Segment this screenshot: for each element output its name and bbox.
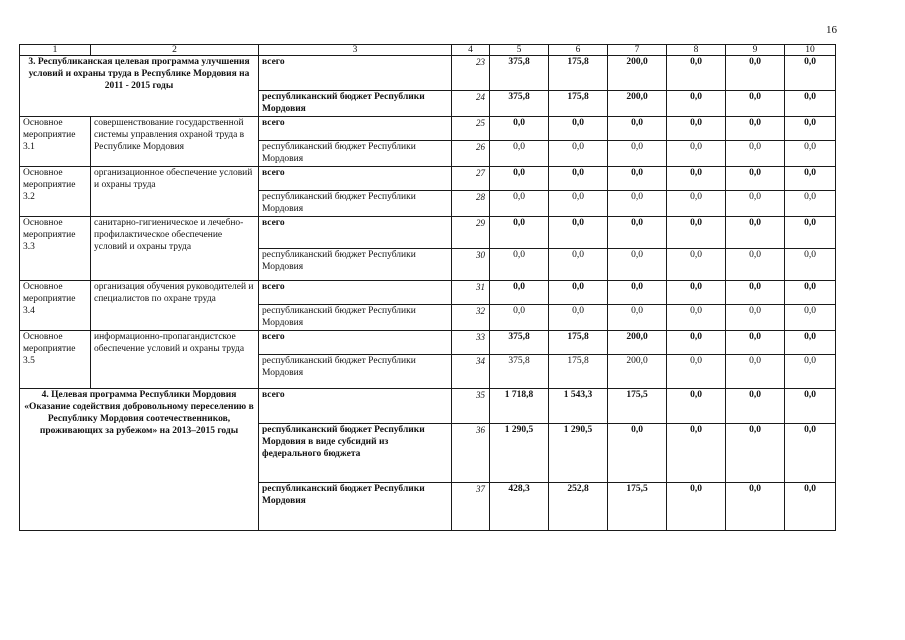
table-row (20, 389, 836, 424)
value-cell: 0,0 (785, 483, 836, 531)
value-cell: 0,0 (785, 117, 836, 141)
funding-source: всего (259, 167, 452, 191)
row-index: 29 (452, 217, 490, 249)
value-cell: 0,0 (667, 355, 726, 389)
value-cell: 0,0 (549, 217, 608, 249)
measure-label: Основное мероприятие 3.5 (20, 331, 91, 389)
row-index: 35 (452, 389, 490, 424)
row-index: 25 (452, 117, 490, 141)
value-cell: 0,0 (490, 117, 549, 141)
value-cell: 0,0 (726, 424, 785, 483)
value-cell: 0,0 (785, 281, 836, 305)
col-header: 7 (608, 45, 667, 56)
value-cell: 1 543,3 (549, 389, 608, 424)
funding-source: республиканский бюджет Республики Мордовия (259, 483, 452, 531)
value-cell: 375,8 (490, 56, 549, 91)
value-cell: 0,0 (608, 424, 667, 483)
value-cell: 0,0 (785, 167, 836, 191)
value-cell: 200,0 (608, 91, 667, 117)
value-cell: 0,0 (608, 249, 667, 281)
value-cell: 200,0 (608, 355, 667, 389)
value-cell: 0,0 (667, 249, 726, 281)
value-cell: 175,8 (549, 331, 608, 355)
measure-label: Основное мероприятие 3.4 (20, 281, 91, 331)
row-index: 31 (452, 281, 490, 305)
row-index: 24 (452, 91, 490, 117)
value-cell: 0,0 (726, 167, 785, 191)
value-cell: 0,0 (608, 305, 667, 331)
value-cell: 175,5 (608, 389, 667, 424)
row-index: 26 (452, 141, 490, 167)
value-cell: 0,0 (785, 389, 836, 424)
funding-source: республиканский бюджет Республики Мордовия (259, 191, 452, 217)
col-header: 5 (490, 45, 549, 56)
column-numbers-row (20, 45, 836, 56)
value-cell: 0,0 (726, 389, 785, 424)
col-header: 4 (452, 45, 490, 56)
value-cell: 252,8 (549, 483, 608, 531)
row-index: 28 (452, 191, 490, 217)
funding-source: всего (259, 56, 452, 91)
value-cell: 0,0 (608, 217, 667, 249)
funding-source: всего (259, 331, 452, 355)
value-cell: 0,0 (726, 305, 785, 331)
col-header: 2 (91, 45, 259, 56)
value-cell: 0,0 (785, 191, 836, 217)
budget-table (19, 44, 836, 531)
value-cell: 0,0 (667, 483, 726, 531)
value-cell: 175,5 (608, 483, 667, 531)
value-cell: 0,0 (608, 281, 667, 305)
table-row (20, 56, 836, 91)
measure-description: совершенствование государственной системы управления охраной труда в Республике Мордовия (91, 117, 259, 167)
row-index: 27 (452, 167, 490, 191)
funding-source: всего (259, 389, 452, 424)
measure-label: Основное мероприятие 3.3 (20, 217, 91, 281)
value-cell: 1 718,8 (490, 389, 549, 424)
col-header: 6 (549, 45, 608, 56)
value-cell: 0,0 (667, 305, 726, 331)
value-cell: 0,0 (667, 281, 726, 305)
value-cell: 0,0 (549, 191, 608, 217)
value-cell: 0,0 (549, 305, 608, 331)
value-cell: 0,0 (549, 281, 608, 305)
table-row (20, 167, 836, 191)
value-cell: 0,0 (608, 141, 667, 167)
value-cell: 0,0 (726, 91, 785, 117)
value-cell: 0,0 (490, 167, 549, 191)
value-cell: 375,8 (490, 331, 549, 355)
value-cell: 200,0 (608, 331, 667, 355)
col-header: 3 (259, 45, 452, 56)
value-cell: 0,0 (667, 389, 726, 424)
value-cell: 0,0 (785, 91, 836, 117)
value-cell: 0,0 (726, 217, 785, 249)
value-cell: 0,0 (726, 355, 785, 389)
measure-description: организация обучения руководителей и специалистов по охране труда (91, 281, 259, 331)
measure-description: организационное обеспечение условий и охраны труда (91, 167, 259, 217)
col-header: 10 (785, 45, 836, 56)
program-title: 4. Целевая программа Республики Мордовия «Оказание содействия добровольному переселению в Республику Мордовия соотечественников, проживающих за рубежом» на 2013–2015 годы (20, 389, 259, 531)
row-index: 37 (452, 483, 490, 531)
value-cell: 0,0 (785, 217, 836, 249)
funding-source: республиканский бюджет Республики Мордовия (259, 305, 452, 331)
value-cell: 0,0 (667, 191, 726, 217)
value-cell: 0,0 (726, 249, 785, 281)
col-header: 9 (726, 45, 785, 56)
value-cell: 0,0 (549, 141, 608, 167)
row-index: 34 (452, 355, 490, 389)
value-cell: 0,0 (667, 141, 726, 167)
value-cell: 0,0 (667, 217, 726, 249)
value-cell: 1 290,5 (490, 424, 549, 483)
value-cell: 0,0 (490, 249, 549, 281)
value-cell: 0,0 (785, 305, 836, 331)
value-cell: 200,0 (608, 56, 667, 91)
value-cell: 0,0 (726, 191, 785, 217)
value-cell: 0,0 (490, 141, 549, 167)
funding-source: республиканский бюджет Республики Мордовия (259, 249, 452, 281)
table-row (20, 281, 836, 305)
value-cell: 0,0 (726, 56, 785, 91)
value-cell: 375,8 (490, 91, 549, 117)
value-cell: 0,0 (785, 56, 836, 91)
value-cell: 0,0 (608, 167, 667, 191)
funding-source: республиканский бюджет Республики Мордовия (259, 355, 452, 389)
value-cell: 0,0 (785, 331, 836, 355)
row-index: 36 (452, 424, 490, 483)
value-cell: 0,0 (490, 305, 549, 331)
funding-source: всего (259, 117, 452, 141)
value-cell: 0,0 (785, 355, 836, 389)
value-cell: 0,0 (549, 117, 608, 141)
value-cell: 0,0 (726, 141, 785, 167)
row-index: 33 (452, 331, 490, 355)
value-cell: 0,0 (726, 483, 785, 531)
value-cell: 375,8 (490, 355, 549, 389)
program-title: 3. Республиканская целевая программа улучшения условий и охраны труда в Республике Мордовия на 2011 - 2015 годы (20, 56, 259, 117)
measure-description: санитарно-гигиеническое и лечебно-профилактическое обеспечение условий и охраны труда (91, 217, 259, 281)
row-index: 23 (452, 56, 490, 91)
table-row (20, 217, 836, 249)
funding-source: республиканский бюджет Республики Мордовия в виде субсидий из федерального бюджета (259, 424, 452, 483)
value-cell: 0,0 (726, 281, 785, 305)
col-header: 8 (667, 45, 726, 56)
value-cell: 0,0 (490, 281, 549, 305)
measure-label: Основное мероприятие 3.1 (20, 117, 91, 167)
value-cell: 0,0 (785, 424, 836, 483)
value-cell: 0,0 (726, 331, 785, 355)
value-cell: 0,0 (667, 117, 726, 141)
funding-source: всего (259, 217, 452, 249)
row-index: 32 (452, 305, 490, 331)
value-cell: 0,0 (490, 217, 549, 249)
table-row (20, 331, 836, 355)
funding-source: республиканский бюджет Республики Мордовия (259, 141, 452, 167)
measure-description: информационно-пропагандистское обеспечение условий и охраны труда (91, 331, 259, 389)
value-cell: 0,0 (608, 117, 667, 141)
value-cell: 0,0 (667, 91, 726, 117)
value-cell: 0,0 (785, 141, 836, 167)
value-cell: 0,0 (667, 424, 726, 483)
value-cell: 0,0 (490, 191, 549, 217)
value-cell: 175,8 (549, 355, 608, 389)
value-cell: 0,0 (667, 331, 726, 355)
value-cell: 0,0 (549, 167, 608, 191)
col-header: 1 (20, 45, 91, 56)
value-cell: 175,8 (549, 56, 608, 91)
value-cell: 0,0 (549, 249, 608, 281)
funding-source: республиканский бюджет Республики Мордовия (259, 91, 452, 117)
row-index: 30 (452, 249, 490, 281)
value-cell: 0,0 (667, 167, 726, 191)
table-row (20, 117, 836, 141)
value-cell: 0,0 (726, 117, 785, 141)
measure-label: Основное мероприятие 3.2 (20, 167, 91, 217)
value-cell: 1 290,5 (549, 424, 608, 483)
page-number: 16 (826, 24, 837, 36)
value-cell: 175,8 (549, 91, 608, 117)
value-cell: 0,0 (785, 249, 836, 281)
value-cell: 0,0 (608, 191, 667, 217)
value-cell: 428,3 (490, 483, 549, 531)
value-cell: 0,0 (667, 56, 726, 91)
funding-source: всего (259, 281, 452, 305)
